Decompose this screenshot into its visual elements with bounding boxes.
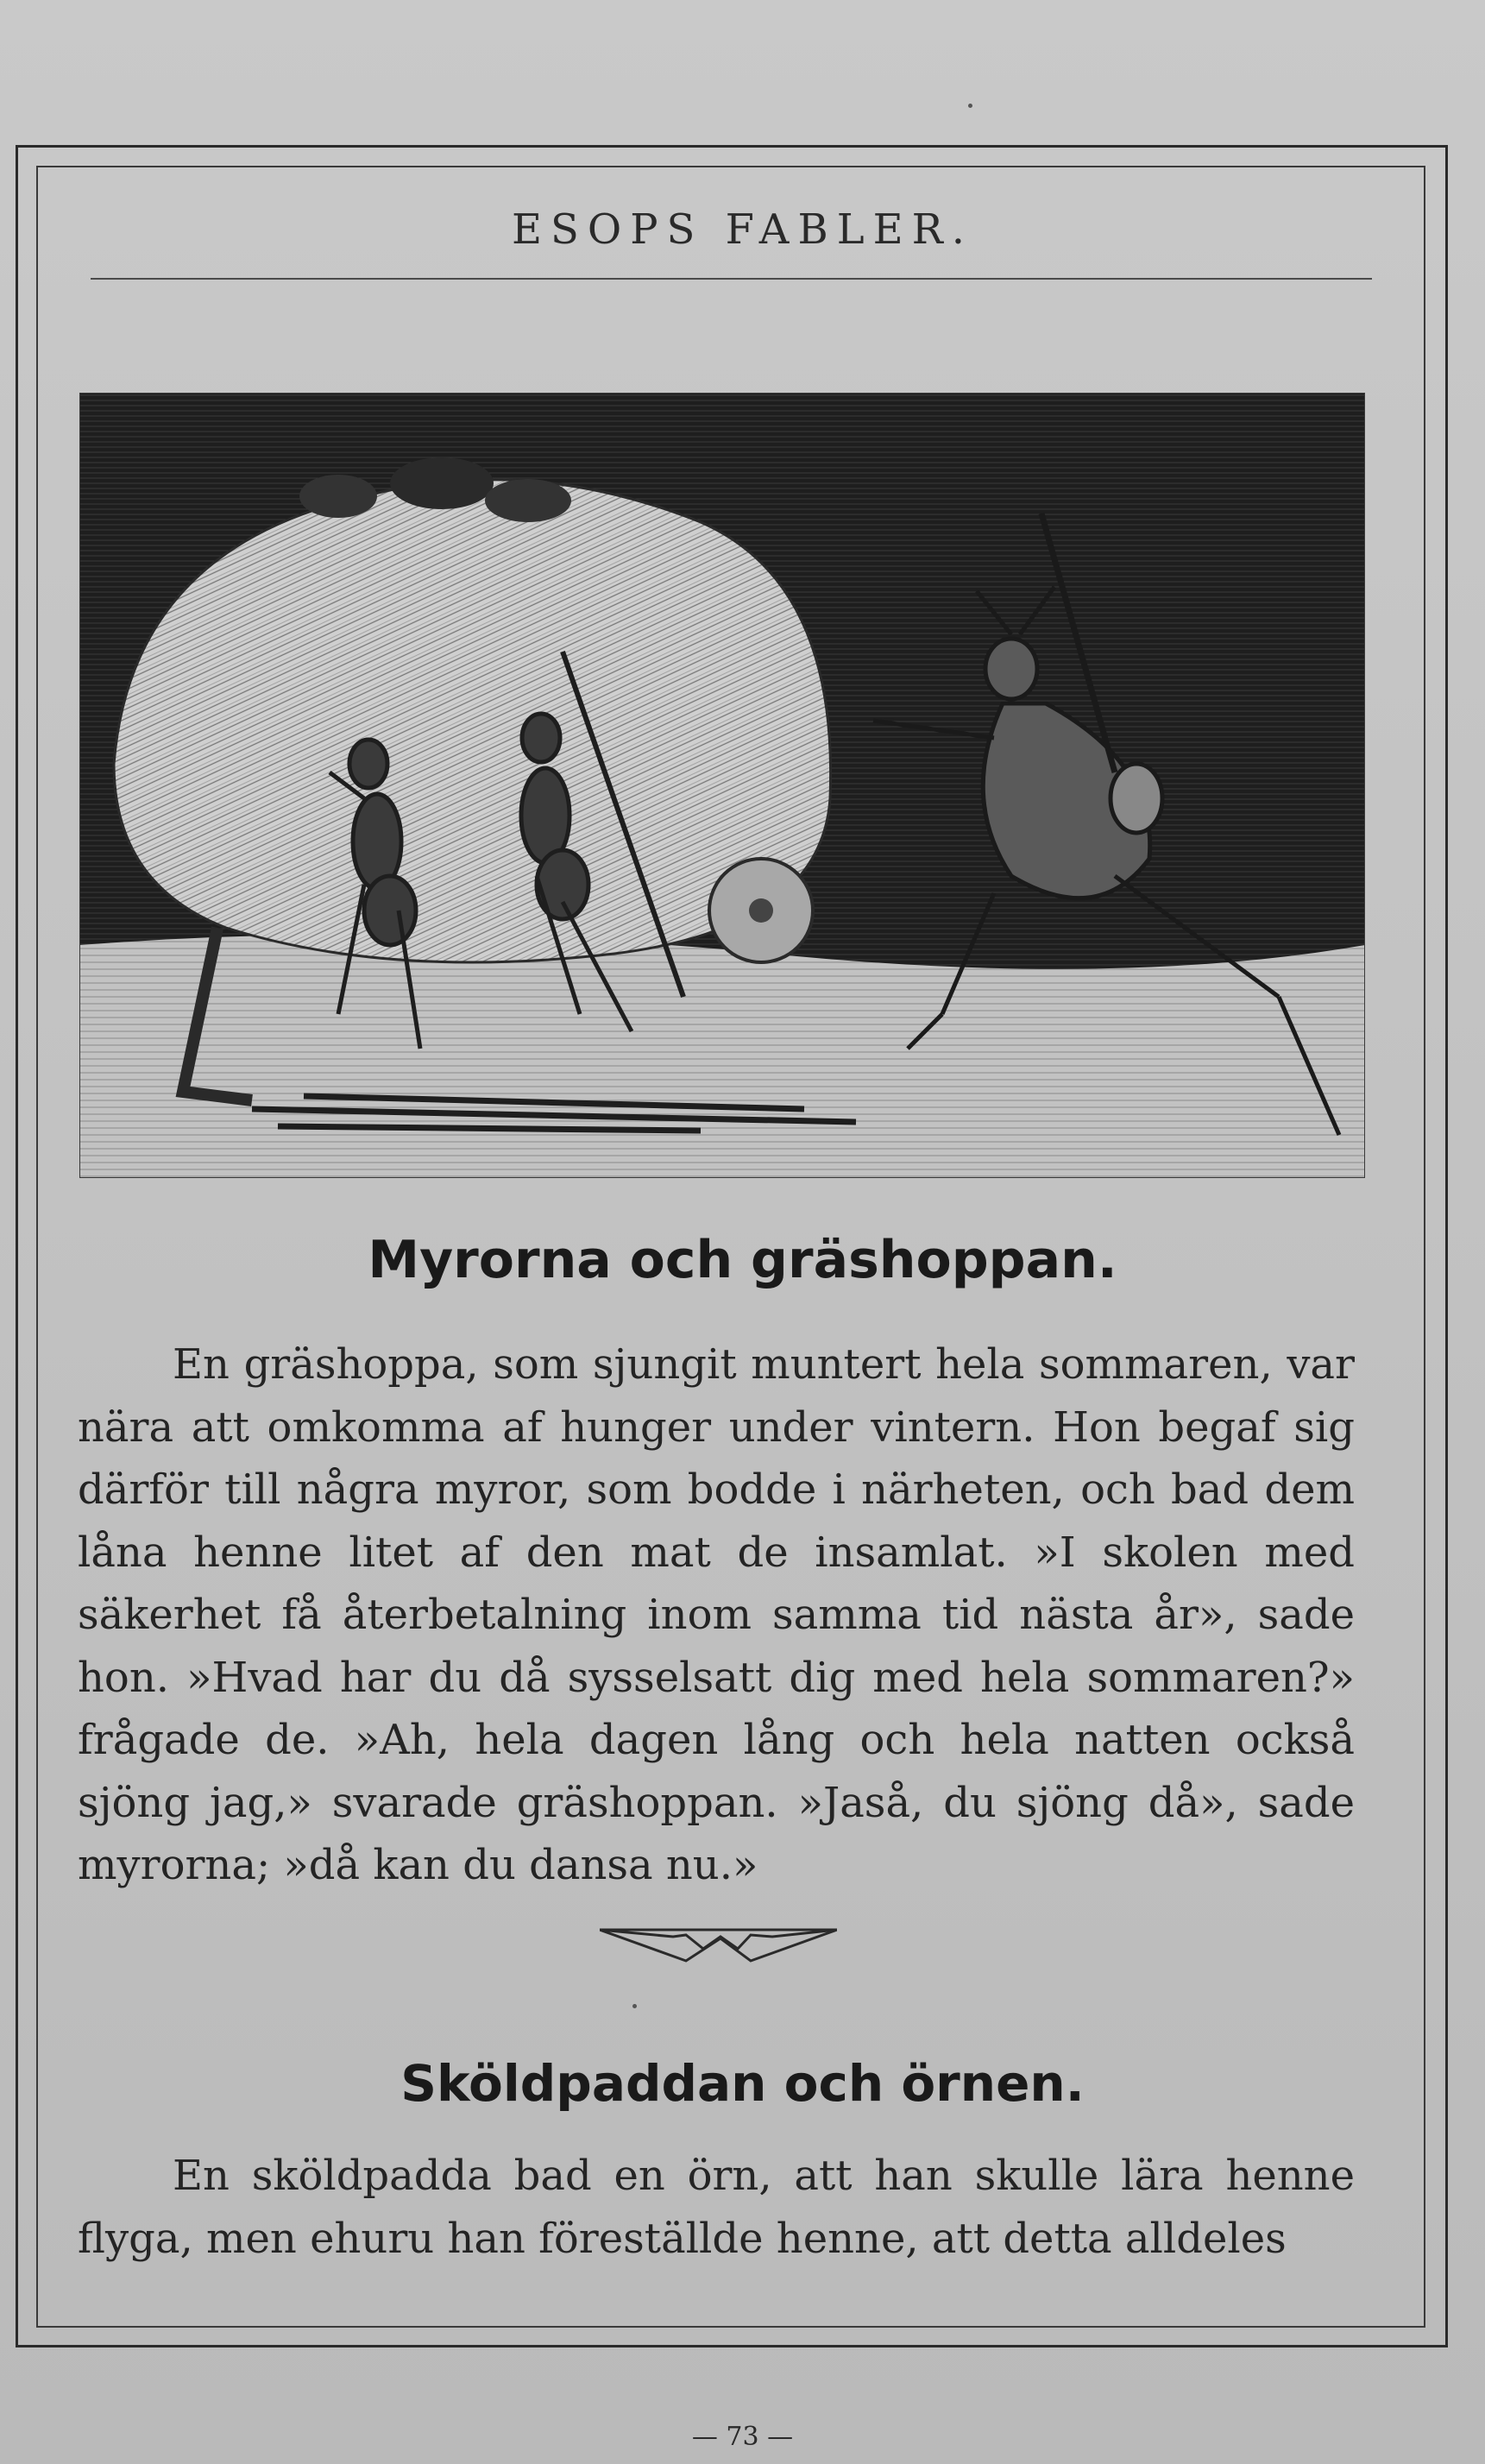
ornament-divider-icon xyxy=(600,1926,837,1968)
scan-speck xyxy=(968,104,972,108)
page-number: — 73 — xyxy=(691,2422,794,2452)
fable-paragraph: En sköldpadda bad en örn, att han skulle lära henne flyga, men ehuru han föreställde henne, att detta alldeles xyxy=(78,2152,1355,2263)
fable-title: Sköldpaddan och örnen. xyxy=(400,2054,1085,2113)
header-rule xyxy=(91,278,1372,280)
fable-title: Myrorna och gräshoppan. xyxy=(368,1230,1117,1290)
running-header: ESOPS FABLER. xyxy=(511,205,974,254)
engraving-ants-and-grasshopper-icon xyxy=(79,393,1365,1178)
scan-speck xyxy=(632,2004,637,2008)
fable-paragraph: En gräshoppa, som sjungit muntert hela sommaren, var nära att omkomma af hunger under vintern. Hon begaf sig därför till några myror, som bodde i närheten, och bad dem låna henne litet af den mat de insamlat. »I skolen med säkerhet få återbetalning inom samma tid nästa år», sade hon. »Hvad har du då sysselsatt dig med hela sommaren?» frågade de. »Ah, hela dagen lång och hela natten också sjöng jag,» svarade gräshoppan. »Jaså, du sjöng då», sade myrorna; »då kan du dansa nu.» xyxy=(78,1340,1355,1889)
